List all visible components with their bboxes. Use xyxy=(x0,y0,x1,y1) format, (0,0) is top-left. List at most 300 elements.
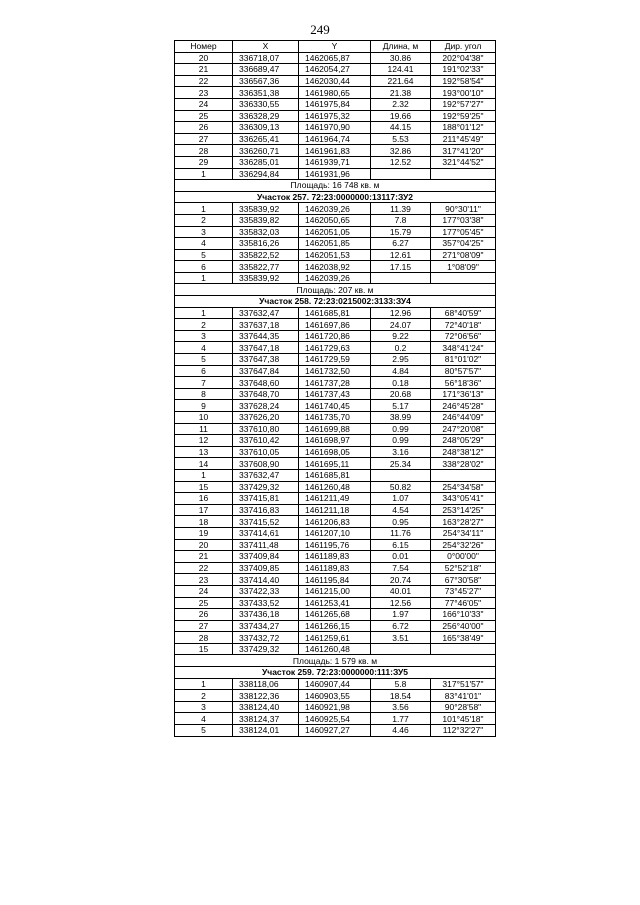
cell-angle: 192°58'54" xyxy=(431,75,496,87)
table-row xyxy=(175,75,496,87)
cell-number: 23 xyxy=(175,574,233,586)
cell-x: 337647,84 xyxy=(233,365,299,377)
cell-length: 40.01 xyxy=(371,585,431,597)
table-row xyxy=(175,122,496,134)
table-row xyxy=(175,272,496,284)
cell-angle: 90°30'11" xyxy=(431,203,496,215)
header-direction-angle: Дир. угол xyxy=(431,41,496,53)
area-value: Площадь: 1 579 кв. м xyxy=(175,655,496,667)
cell-number: 15 xyxy=(175,481,233,493)
cell-number: 18 xyxy=(175,516,233,528)
table-row xyxy=(175,249,496,261)
cell-x: 336260,71 xyxy=(233,145,299,157)
cell-x: 337414,40 xyxy=(233,574,299,586)
cell-number: 29 xyxy=(175,156,233,168)
table-row xyxy=(175,87,496,99)
cell-angle: 254°34'11" xyxy=(431,527,496,539)
cell-length xyxy=(371,272,431,284)
cell-length xyxy=(371,168,431,180)
cell-angle: 90°28'58" xyxy=(431,701,496,713)
cell-number: 5 xyxy=(175,249,233,261)
table-row xyxy=(175,238,496,250)
cell-number: 26 xyxy=(175,609,233,621)
cell-y: 1461207,10 xyxy=(299,527,371,539)
cell-y: 1461961,83 xyxy=(299,145,371,157)
table-row xyxy=(175,145,496,157)
cell-length: 18.54 xyxy=(371,690,431,702)
cell-x: 337432,72 xyxy=(233,632,299,644)
cell-y: 1461737,28 xyxy=(299,377,371,389)
table-row xyxy=(175,481,496,493)
table-row xyxy=(175,678,496,690)
cell-y: 1462030,44 xyxy=(299,75,371,87)
cell-length: 4.54 xyxy=(371,504,431,516)
cell-angle: 163°28'27" xyxy=(431,516,496,528)
cell-angle: 177°05'45" xyxy=(431,226,496,238)
table-row xyxy=(175,400,496,412)
section-title: Участок 257. 72:23:0000000:13117:ЗУ2 xyxy=(175,191,496,203)
cell-length: 12.52 xyxy=(371,156,431,168)
cell-x: 337436,18 xyxy=(233,609,299,621)
table-row xyxy=(175,701,496,713)
cell-length: 20.74 xyxy=(371,574,431,586)
cell-x: 337644,35 xyxy=(233,330,299,342)
cell-number: 3 xyxy=(175,226,233,238)
cell-number: 25 xyxy=(175,597,233,609)
cell-angle: 246°45'28" xyxy=(431,400,496,412)
table-row xyxy=(175,458,496,470)
cell-angle: 202°04'38" xyxy=(431,52,496,64)
cell-angle: 188°01'12" xyxy=(431,122,496,134)
cell-x: 337626,20 xyxy=(233,412,299,424)
cell-y: 1461698,97 xyxy=(299,435,371,447)
cell-angle: 317°41'20" xyxy=(431,145,496,157)
table-row xyxy=(175,110,496,122)
cell-length: 5.53 xyxy=(371,133,431,145)
cell-number: 13 xyxy=(175,446,233,458)
cell-number: 5 xyxy=(175,725,233,737)
cell-number: 1 xyxy=(175,307,233,319)
table-row xyxy=(175,133,496,145)
cell-number: 4 xyxy=(175,342,233,354)
table-row xyxy=(175,725,496,737)
section-title: Участок 259. 72:23:0000000:111:ЗУ5 xyxy=(175,667,496,679)
cell-number: 24 xyxy=(175,98,233,110)
cell-length: 7.54 xyxy=(371,562,431,574)
table-row xyxy=(175,551,496,563)
cell-number: 4 xyxy=(175,713,233,725)
cell-length: 0.95 xyxy=(371,516,431,528)
cell-y: 1462051,05 xyxy=(299,226,371,238)
cell-angle: 247°20'08" xyxy=(431,423,496,435)
table-row xyxy=(175,690,496,702)
cell-y: 1462039,26 xyxy=(299,203,371,215)
cell-x: 337610,05 xyxy=(233,446,299,458)
header-length: Длина, м xyxy=(371,41,431,53)
cell-y: 1461970,90 xyxy=(299,122,371,134)
header-x: X xyxy=(233,41,299,53)
cell-number: 9 xyxy=(175,400,233,412)
cell-number: 28 xyxy=(175,632,233,644)
cell-angle: 80°57'57" xyxy=(431,365,496,377)
cell-y: 1461266,15 xyxy=(299,620,371,632)
cell-length: 0.01 xyxy=(371,551,431,563)
cell-length: 3.16 xyxy=(371,446,431,458)
cell-number: 2 xyxy=(175,214,233,226)
cell-angle: 254°32'26" xyxy=(431,539,496,551)
cell-number: 19 xyxy=(175,527,233,539)
cell-x: 337647,38 xyxy=(233,354,299,366)
cell-length: 6.72 xyxy=(371,620,431,632)
cell-length: 38.99 xyxy=(371,412,431,424)
cell-number: 4 xyxy=(175,238,233,250)
table-row xyxy=(175,585,496,597)
table-row xyxy=(175,412,496,424)
cell-number: 2 xyxy=(175,690,233,702)
cell-angle: 271°08'09" xyxy=(431,249,496,261)
cell-length: 12.61 xyxy=(371,249,431,261)
cell-length xyxy=(371,469,431,481)
cell-length: 12.96 xyxy=(371,307,431,319)
cell-number: 21 xyxy=(175,551,233,563)
cell-number: 1 xyxy=(175,272,233,284)
cell-y: 1461685,81 xyxy=(299,469,371,481)
cell-y: 1461737,43 xyxy=(299,388,371,400)
cell-y: 1461215,00 xyxy=(299,585,371,597)
cell-length: 1.97 xyxy=(371,609,431,621)
cell-y: 1462039,26 xyxy=(299,272,371,284)
cell-y: 1462054,27 xyxy=(299,64,371,76)
cell-y: 1461695,11 xyxy=(299,458,371,470)
cell-number: 1 xyxy=(175,469,233,481)
cell-angle: 77°46'05" xyxy=(431,597,496,609)
table-row xyxy=(175,713,496,725)
cell-number: 16 xyxy=(175,493,233,505)
table-row xyxy=(175,620,496,632)
cell-length: 0.99 xyxy=(371,423,431,435)
cell-x: 336351,38 xyxy=(233,87,299,99)
table-row xyxy=(175,98,496,110)
cell-angle: 317°51'57" xyxy=(431,678,496,690)
table-row xyxy=(175,632,496,644)
table-row xyxy=(175,446,496,458)
table-body xyxy=(175,52,496,736)
cell-angle xyxy=(431,168,496,180)
cell-number: 28 xyxy=(175,145,233,157)
cell-x: 337648,70 xyxy=(233,388,299,400)
cell-length: 20.68 xyxy=(371,388,431,400)
cell-number: 8 xyxy=(175,388,233,400)
cell-number: 12 xyxy=(175,435,233,447)
cell-x: 336330,55 xyxy=(233,98,299,110)
table-row xyxy=(175,342,496,354)
table-row xyxy=(175,261,496,273)
cell-length: 4.84 xyxy=(371,365,431,377)
cell-angle: 253°14'25" xyxy=(431,504,496,516)
cell-number: 1 xyxy=(175,168,233,180)
cell-x: 337434,27 xyxy=(233,620,299,632)
cell-angle: 166°10'33" xyxy=(431,609,496,621)
cell-x: 337422,33 xyxy=(233,585,299,597)
cell-length: 30.86 xyxy=(371,52,431,64)
cell-angle: 357°04'25" xyxy=(431,238,496,250)
cell-angle: 191°02'33" xyxy=(431,64,496,76)
cell-y: 1461698,05 xyxy=(299,446,371,458)
table-row xyxy=(175,527,496,539)
table-header-row xyxy=(175,41,496,53)
cell-x: 336689,47 xyxy=(233,64,299,76)
cell-length: 2.95 xyxy=(371,354,431,366)
cell-number: 1 xyxy=(175,678,233,690)
cell-x: 335832,03 xyxy=(233,226,299,238)
section-title-row xyxy=(175,191,496,203)
cell-x: 336718,07 xyxy=(233,52,299,64)
cell-number: 6 xyxy=(175,261,233,273)
cell-x: 337632,47 xyxy=(233,469,299,481)
cell-number: 11 xyxy=(175,423,233,435)
table-row xyxy=(175,539,496,551)
cell-x: 335839,82 xyxy=(233,214,299,226)
cell-number: 1 xyxy=(175,203,233,215)
cell-angle: 254°34'58" xyxy=(431,481,496,493)
table-row xyxy=(175,354,496,366)
table-row xyxy=(175,203,496,215)
cell-length: 6.27 xyxy=(371,238,431,250)
cell-length: 21.38 xyxy=(371,87,431,99)
cell-angle xyxy=(431,272,496,284)
cell-length: 44.15 xyxy=(371,122,431,134)
cell-x: 338118,06 xyxy=(233,678,299,690)
cell-x: 337414,61 xyxy=(233,527,299,539)
cell-angle: 248°38'12" xyxy=(431,446,496,458)
cell-number: 27 xyxy=(175,620,233,632)
cell-angle: 321°44'52" xyxy=(431,156,496,168)
cell-x: 338124,37 xyxy=(233,713,299,725)
cell-number: 20 xyxy=(175,52,233,64)
cell-y: 1461735,70 xyxy=(299,412,371,424)
cell-angle: 246°44'09" xyxy=(431,412,496,424)
cell-length: 221.64 xyxy=(371,75,431,87)
section-title-row xyxy=(175,296,496,308)
cell-y: 1461206,83 xyxy=(299,516,371,528)
cell-number: 14 xyxy=(175,458,233,470)
cell-x: 338124,40 xyxy=(233,701,299,713)
section-title-row xyxy=(175,667,496,679)
cell-length: 9.22 xyxy=(371,330,431,342)
cell-x: 337429,32 xyxy=(233,643,299,655)
cell-y: 1460907,44 xyxy=(299,678,371,690)
cell-y: 1461975,32 xyxy=(299,110,371,122)
cell-angle: 171°36'13" xyxy=(431,388,496,400)
table-row xyxy=(175,214,496,226)
cell-number: 3 xyxy=(175,701,233,713)
cell-number: 10 xyxy=(175,412,233,424)
cell-y: 1461931,96 xyxy=(299,168,371,180)
cell-angle: 343°05'41" xyxy=(431,493,496,505)
cell-length xyxy=(371,643,431,655)
cell-x: 337637,18 xyxy=(233,319,299,331)
table-row xyxy=(175,562,496,574)
table-row xyxy=(175,423,496,435)
cell-y: 1462065,87 xyxy=(299,52,371,64)
cell-y: 1462051,85 xyxy=(299,238,371,250)
cell-angle: 1°08'09" xyxy=(431,261,496,273)
table-row xyxy=(175,504,496,516)
cell-length: 1.07 xyxy=(371,493,431,505)
cell-x: 335839,92 xyxy=(233,272,299,284)
cell-x: 337647,18 xyxy=(233,342,299,354)
cell-y: 1461699,88 xyxy=(299,423,371,435)
cell-y: 1461939,71 xyxy=(299,156,371,168)
cell-number: 20 xyxy=(175,539,233,551)
cell-length: 11.39 xyxy=(371,203,431,215)
cell-y: 1461211,18 xyxy=(299,504,371,516)
cell-y: 1461253,41 xyxy=(299,597,371,609)
cell-angle: 81°01'02" xyxy=(431,354,496,366)
cell-angle: 73°45'27" xyxy=(431,585,496,597)
cell-x: 338124,01 xyxy=(233,725,299,737)
cell-angle: 193°00'10" xyxy=(431,87,496,99)
cell-y: 1461964,74 xyxy=(299,133,371,145)
cell-x: 335822,77 xyxy=(233,261,299,273)
cell-length: 0.18 xyxy=(371,377,431,389)
cell-x: 335839,92 xyxy=(233,203,299,215)
cell-x: 336294,84 xyxy=(233,168,299,180)
cell-number: 21 xyxy=(175,64,233,76)
cell-length: 1.77 xyxy=(371,713,431,725)
cell-x: 337415,52 xyxy=(233,516,299,528)
cell-y: 1462050,65 xyxy=(299,214,371,226)
table-row xyxy=(175,643,496,655)
cell-length: 3.56 xyxy=(371,701,431,713)
cell-x: 337429,32 xyxy=(233,481,299,493)
cell-length: 17.15 xyxy=(371,261,431,273)
cell-y: 1461740,45 xyxy=(299,400,371,412)
cell-x: 336567,36 xyxy=(233,75,299,87)
cell-x: 337632,47 xyxy=(233,307,299,319)
cell-y: 1461195,84 xyxy=(299,574,371,586)
cell-x: 337648,60 xyxy=(233,377,299,389)
cell-angle: 72°40'18" xyxy=(431,319,496,331)
cell-angle: 256°40'00" xyxy=(431,620,496,632)
cell-y: 1460921,98 xyxy=(299,701,371,713)
cell-number: 5 xyxy=(175,354,233,366)
header-number: Номер xyxy=(175,41,233,53)
table-row xyxy=(175,52,496,64)
cell-angle: 56°18'36" xyxy=(431,377,496,389)
cell-number: 3 xyxy=(175,330,233,342)
cell-y: 1461685,81 xyxy=(299,307,371,319)
cell-number: 17 xyxy=(175,504,233,516)
cell-angle: 83°41'01" xyxy=(431,690,496,702)
cell-length: 15.79 xyxy=(371,226,431,238)
table-row xyxy=(175,377,496,389)
cell-y: 1461697,86 xyxy=(299,319,371,331)
cell-length: 5.17 xyxy=(371,400,431,412)
area-row xyxy=(175,655,496,667)
cell-angle xyxy=(431,469,496,481)
cell-length: 12.56 xyxy=(371,597,431,609)
table-row xyxy=(175,493,496,505)
cell-length: 6.15 xyxy=(371,539,431,551)
cell-angle: 338°28'02" xyxy=(431,458,496,470)
table-row xyxy=(175,319,496,331)
cell-x: 336309,13 xyxy=(233,122,299,134)
cell-y: 1461732,50 xyxy=(299,365,371,377)
section-title: Участок 258. 72:23:0215002:3133:ЗУ4 xyxy=(175,296,496,308)
cell-y: 1461189,83 xyxy=(299,562,371,574)
cell-number: 22 xyxy=(175,75,233,87)
cell-angle xyxy=(431,643,496,655)
table-row xyxy=(175,388,496,400)
cell-angle: 211°45'49" xyxy=(431,133,496,145)
cell-length: 5.8 xyxy=(371,678,431,690)
cell-y: 1461259,61 xyxy=(299,632,371,644)
cell-x: 337628,24 xyxy=(233,400,299,412)
cell-y: 1461729,59 xyxy=(299,354,371,366)
cell-x: 337433,52 xyxy=(233,597,299,609)
coordinates-table xyxy=(174,40,496,737)
cell-y: 1461975,84 xyxy=(299,98,371,110)
table-row xyxy=(175,168,496,180)
cell-y: 1461195,76 xyxy=(299,539,371,551)
cell-length: 124.41 xyxy=(371,64,431,76)
area-value: Площадь: 207 кв. м xyxy=(175,284,496,296)
table-row xyxy=(175,330,496,342)
cell-angle: 165°38'49" xyxy=(431,632,496,644)
cell-x: 337610,80 xyxy=(233,423,299,435)
cell-x: 336285,01 xyxy=(233,156,299,168)
page-number: 249 xyxy=(310,22,330,37)
cell-number: 22 xyxy=(175,562,233,574)
cell-angle: 348°41'24" xyxy=(431,342,496,354)
area-row xyxy=(175,284,496,296)
table-row xyxy=(175,307,496,319)
cell-x: 338122,36 xyxy=(233,690,299,702)
cell-number: 24 xyxy=(175,585,233,597)
cell-y: 1462051,53 xyxy=(299,249,371,261)
table-row xyxy=(175,64,496,76)
cell-angle: 101°45'18" xyxy=(431,713,496,725)
table-row xyxy=(175,435,496,447)
cell-angle: 67°30'58" xyxy=(431,574,496,586)
cell-length: 4.46 xyxy=(371,725,431,737)
cell-number: 25 xyxy=(175,110,233,122)
cell-number: 23 xyxy=(175,87,233,99)
cell-y: 1461265,68 xyxy=(299,609,371,621)
cell-length: 0.2 xyxy=(371,342,431,354)
cell-x: 336265,41 xyxy=(233,133,299,145)
table-row xyxy=(175,516,496,528)
cell-x: 336328,29 xyxy=(233,110,299,122)
cell-x: 335816,26 xyxy=(233,238,299,250)
cell-y: 1461980,65 xyxy=(299,87,371,99)
cell-angle: 177°03'38" xyxy=(431,214,496,226)
cell-angle: 192°57'27" xyxy=(431,98,496,110)
cell-length: 24.07 xyxy=(371,319,431,331)
cell-y: 1461260,48 xyxy=(299,481,371,493)
cell-y: 1460927,27 xyxy=(299,725,371,737)
cell-y: 1461720,86 xyxy=(299,330,371,342)
cell-y: 1460903,55 xyxy=(299,690,371,702)
cell-length: 7.8 xyxy=(371,214,431,226)
cell-length: 32.86 xyxy=(371,145,431,157)
cell-length: 50.82 xyxy=(371,481,431,493)
table-row xyxy=(175,574,496,586)
table-row xyxy=(175,597,496,609)
cell-x: 335822,52 xyxy=(233,249,299,261)
cell-x: 337409,85 xyxy=(233,562,299,574)
